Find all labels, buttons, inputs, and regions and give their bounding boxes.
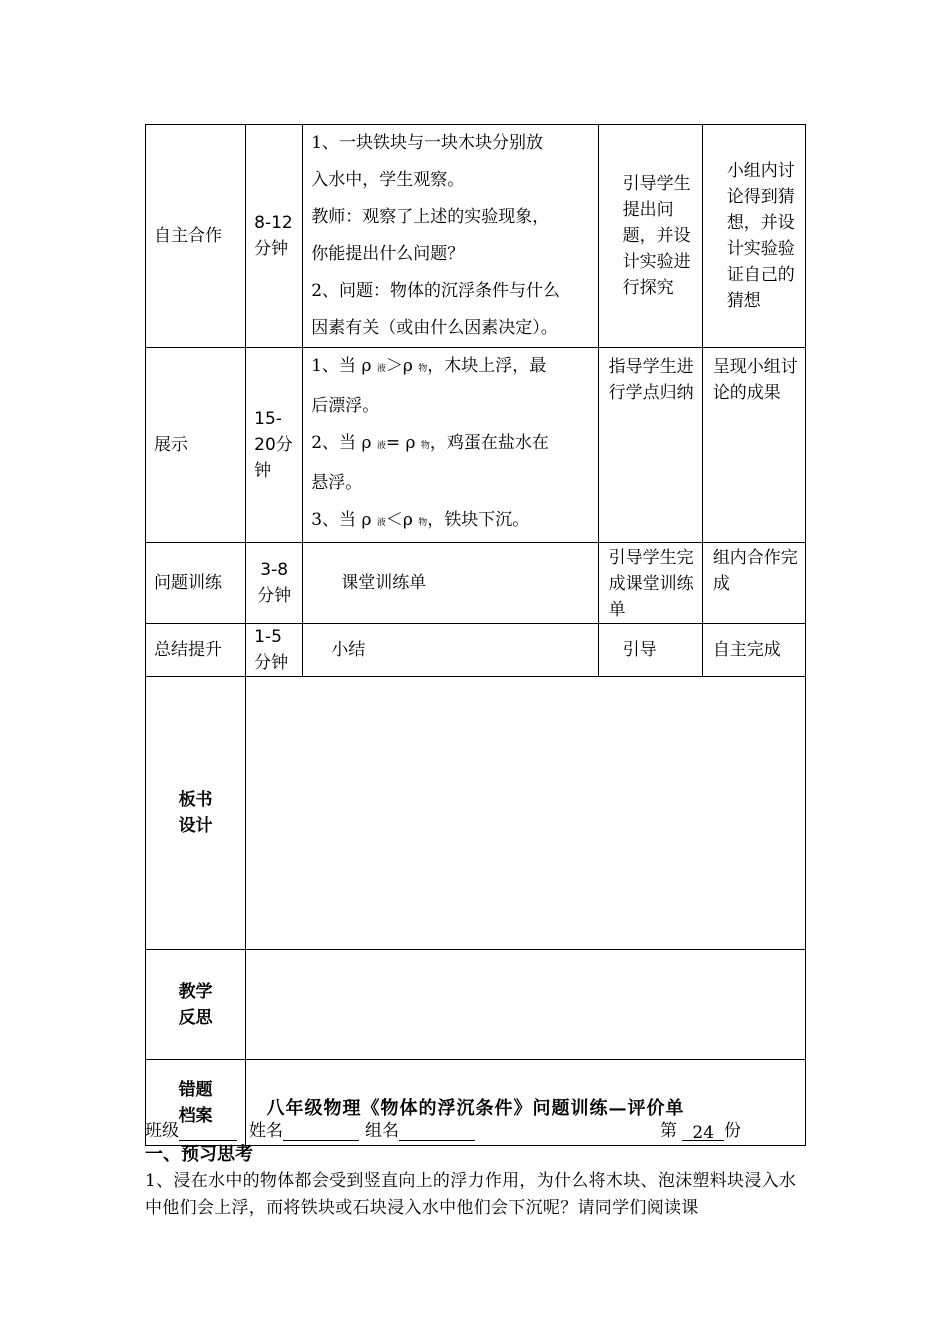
student-activity-cell: 呈现小组讨论的成果 bbox=[702, 348, 805, 543]
board-design-area[interactable] bbox=[246, 677, 806, 950]
class-blank[interactable] bbox=[179, 1123, 237, 1141]
content-line: 2、问题：物体的沉浮条件与什么 bbox=[311, 281, 561, 301]
group-field: 组名 bbox=[365, 1116, 475, 1141]
table-row bbox=[146, 624, 806, 677]
question-paragraph: 1、浸在水中的物体都会受到竖直向上的浮力作用，为什么将木块、泡沫塑料块浸入水中他们会上浮，而将铁块或石块浸入水中他们会下沉呢？请同学们阅读课 bbox=[145, 1171, 797, 1218]
stage-cell: 自主合作 bbox=[146, 125, 246, 348]
content-line: 入水中，学生观察。 bbox=[311, 170, 465, 190]
content-line: 后漂浮。 bbox=[311, 396, 380, 416]
student-info-line bbox=[145, 1116, 806, 1143]
content-line: 1、一块铁块与一块木块分别放 bbox=[311, 133, 544, 153]
teacher-activity-cell: 引导学生完成课堂训练单 bbox=[598, 543, 702, 624]
reflection-area[interactable] bbox=[246, 950, 806, 1060]
content-cell: 课堂训练单 bbox=[303, 543, 598, 624]
name-blank[interactable] bbox=[283, 1123, 359, 1141]
table-row bbox=[146, 543, 806, 624]
stage-cell: 总结提升 bbox=[146, 624, 246, 677]
form-title: 八年级物理《物体的浮沉条件》问题训练—评价单 bbox=[266, 1098, 685, 1119]
teacher-activity-cell: 指导学生进行学点归纳 bbox=[598, 348, 702, 543]
content-line: 教师：观察了上述的实验现象， bbox=[311, 207, 550, 227]
content-cell bbox=[303, 348, 598, 543]
teacher-activity-cell: 引导 bbox=[598, 624, 702, 677]
student-activity-cell: 小组内讨论得到猜想，并设计实验验证自己的猜想 bbox=[702, 125, 805, 348]
student-activity-cell: 组内合作完成 bbox=[702, 543, 805, 624]
time-cell: 3-8分钟 bbox=[246, 543, 303, 624]
class-field: 班级 bbox=[145, 1116, 237, 1141]
copy-number-field: 第 24 份 bbox=[660, 1121, 742, 1143]
time-cell: 8-12分钟 bbox=[246, 125, 303, 348]
lesson-plan-table bbox=[145, 124, 806, 1146]
content-line: 你能提出什么问题？ bbox=[311, 244, 465, 264]
content-line: 2、当 ρ 液= ρ 物，鸡蛋在盐水在 bbox=[311, 433, 549, 453]
group-blank[interactable] bbox=[399, 1123, 475, 1141]
content-line: 1、当 ρ 液＞ρ 物，木块上浮，最 bbox=[311, 356, 547, 376]
time-cell: 15-20分钟 bbox=[246, 348, 303, 543]
copy-number: 24 bbox=[682, 1123, 724, 1141]
name-field: 姓名 bbox=[249, 1116, 359, 1141]
content-line: 3、当 ρ 液＜ρ 物，铁块下沉。 bbox=[311, 510, 530, 530]
content-cell: 小结 bbox=[303, 624, 598, 677]
table-row bbox=[146, 348, 806, 543]
stage-cell: 问题训练 bbox=[146, 543, 246, 624]
time-cell: 1-5分钟 bbox=[246, 624, 303, 677]
table-row bbox=[146, 950, 806, 1060]
stage-cell: 展示 bbox=[146, 348, 246, 543]
teacher-activity-cell: 引导学生提出问题，并设计实验进行探究 bbox=[598, 125, 702, 348]
board-design-label: 板书设计 bbox=[146, 677, 246, 950]
content-cell bbox=[303, 125, 598, 348]
content-line: 悬浮。 bbox=[311, 473, 363, 493]
errors-label: 错题档案 bbox=[146, 1060, 246, 1146]
content-line: 因素有关（或由什么因素决定）。 bbox=[311, 318, 558, 338]
section-heading: 一、预习思考 bbox=[145, 1144, 253, 1165]
student-activity-cell: 自主完成 bbox=[702, 624, 805, 677]
reflection-label: 教学反思 bbox=[146, 950, 246, 1060]
table-row bbox=[146, 125, 806, 348]
table-row bbox=[146, 677, 806, 950]
